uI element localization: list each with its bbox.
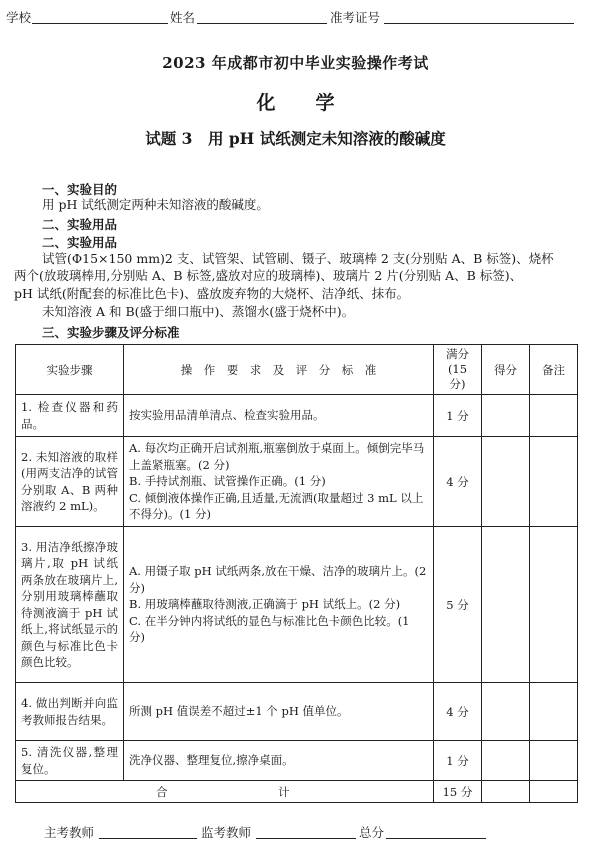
ticket-field[interactable]	[384, 23, 574, 24]
header-full-score-line2: (15 分)	[447, 362, 468, 391]
items-line-2: 两个(放玻璃棒用,分别贴 A、B 标签,盛放对应的玻璃棒)、玻璃片 2 片(分别贴 A、B 标签)、	[14, 268, 523, 283]
total-label-2: 计	[278, 784, 290, 799]
name-field[interactable]	[197, 23, 327, 24]
score-cell[interactable]	[482, 437, 530, 527]
header-full-score	[434, 345, 482, 395]
purpose-heading: 一、实验目的	[42, 182, 118, 197]
total-notes-cell[interactable]	[530, 781, 578, 803]
items-heading: 二、实验用品	[42, 217, 118, 232]
school-field[interactable]	[32, 23, 168, 24]
requirement-item: 按实验用品清单清点、检查实验用品。	[129, 408, 325, 423]
table-row	[16, 683, 578, 741]
full-score-cell: 4 分	[434, 683, 482, 741]
requirements-cell	[124, 395, 434, 437]
question-title: 试题 3 用 pH 试纸测定未知溶液的酸碱度	[145, 129, 446, 148]
total-score-label: 总分	[359, 825, 385, 840]
score-cell[interactable]	[482, 395, 530, 437]
score-cell[interactable]	[482, 527, 530, 683]
total-score-field[interactable]	[386, 838, 486, 839]
total-full-cell: 15 分	[434, 781, 482, 803]
requirement-item: 洗净仪器、整理复位,擦净桌面。	[129, 753, 294, 768]
items-heading-2: 二、实验用品	[42, 235, 118, 250]
header-notes: 备注	[530, 345, 578, 395]
table-row	[16, 527, 578, 683]
steps-heading: 三、实验步骤及评分标准	[42, 325, 180, 340]
notes-cell[interactable]	[530, 741, 578, 781]
step-cell: 3. 用洁净纸擦净玻璃片,取 pH 试纸两条放在玻璃片上,分别用玻璃棒蘸取待测液滴于 pH 试纸上,将试纸显示的颜色与标准比色卡颜色比较。	[16, 527, 124, 683]
requirement-item: C. 倾倒液体操作正确,且适量,无流洒(取量超过 3 mL 以上不得分)。(1 分)	[129, 490, 424, 522]
table-row	[16, 395, 578, 437]
school-label: 学校	[6, 10, 32, 25]
exam-title: 2023 年成都市初中毕业实验操作考试	[162, 54, 429, 72]
total-row	[16, 781, 578, 803]
table-row	[16, 437, 578, 527]
step-cell: 4. 做出判断并向监考教师报告结果。	[16, 683, 124, 741]
total-score-cell[interactable]	[482, 781, 530, 803]
candidate-info-line	[0, 6, 591, 28]
total-label-cell	[16, 781, 434, 803]
invigilator-label: 监考教师	[201, 825, 252, 840]
requirement-item: B. 手持试剂瓶、试管操作正确。(1 分)	[129, 474, 326, 489]
purpose-text: 用 pH 试纸测定两种未知溶液的酸碱度。	[42, 197, 269, 212]
step-cell: 5. 清洗仪器,整理复位。	[16, 741, 124, 781]
requirements-cell	[124, 741, 434, 781]
items-line-1: 试管(Φ15×150 mm)2 支、试管架、试管刷、镊子、玻璃棒 2 支(分别贴 A、B 标签)、烧杯	[42, 251, 554, 266]
table-header-row	[16, 345, 578, 395]
items-line-3: pH 试纸(附配套的标准比色卡)、盛放废弃物的大烧杯、洁净纸、抹布。	[14, 286, 410, 301]
score-cell[interactable]	[482, 683, 530, 741]
requirement-item: A. 用镊子取 pH 试纸两条,放在干燥、洁净的玻璃片上。(2 分)	[129, 564, 427, 595]
notes-cell[interactable]	[530, 437, 578, 527]
requirements-cell	[124, 683, 434, 741]
requirement-item: B. 用玻璃棒蘸取待测液,正确滴于 pH 试纸上。(2 分)	[129, 597, 401, 612]
notes-cell[interactable]	[530, 527, 578, 683]
requirement-item: A. 每次均正确开启试剂瓶,瓶塞倒放于桌面上。倾倒完毕马上盖紧瓶塞。(2 分)	[129, 441, 425, 472]
step-cell: 1. 检查仪器和药品。	[16, 395, 124, 437]
chief-examiner-field[interactable]	[99, 838, 197, 839]
header-score: 得分	[482, 345, 530, 395]
score-cell[interactable]	[482, 741, 530, 781]
requirement-item: 所测 pH 值误差不超过±1 个 pH 值单位。	[129, 704, 349, 719]
ticket-label: 准考证号	[330, 10, 381, 25]
requirements-cell	[124, 527, 434, 683]
full-score-cell: 1 分	[434, 741, 482, 781]
notes-cell[interactable]	[530, 683, 578, 741]
full-score-cell: 5 分	[434, 527, 482, 683]
items-line-4: 未知溶液 A 和 B(盛于细口瓶中)、蒸馏水(盛于烧杯中)。	[42, 304, 355, 319]
full-score-cell: 4 分	[434, 437, 482, 527]
subject-title: 化学	[256, 92, 375, 114]
step-cell: 2. 未知溶液的取样(用两支洁净的试管分别取 A、B 两种溶液约 2 mL)。	[16, 437, 124, 527]
invigilator-field[interactable]	[256, 838, 356, 839]
header-requirements: 操 作 要 求 及 评 分 标 准	[124, 345, 434, 395]
chief-examiner-label: 主考教师	[44, 825, 95, 840]
table-row	[16, 741, 578, 781]
notes-cell[interactable]	[530, 395, 578, 437]
scoring-table	[15, 344, 578, 803]
name-label: 姓名	[170, 10, 196, 25]
total-label-1: 合	[156, 784, 168, 799]
full-score-cell: 1 分	[434, 395, 482, 437]
requirement-item: C. 在半分钟内将试纸的显色与标准比色卡颜色比较。(1 分)	[129, 613, 410, 645]
header-step: 实验步骤	[16, 345, 124, 395]
requirements-cell	[124, 437, 434, 527]
header-full-score-line1: 满分	[446, 347, 469, 361]
